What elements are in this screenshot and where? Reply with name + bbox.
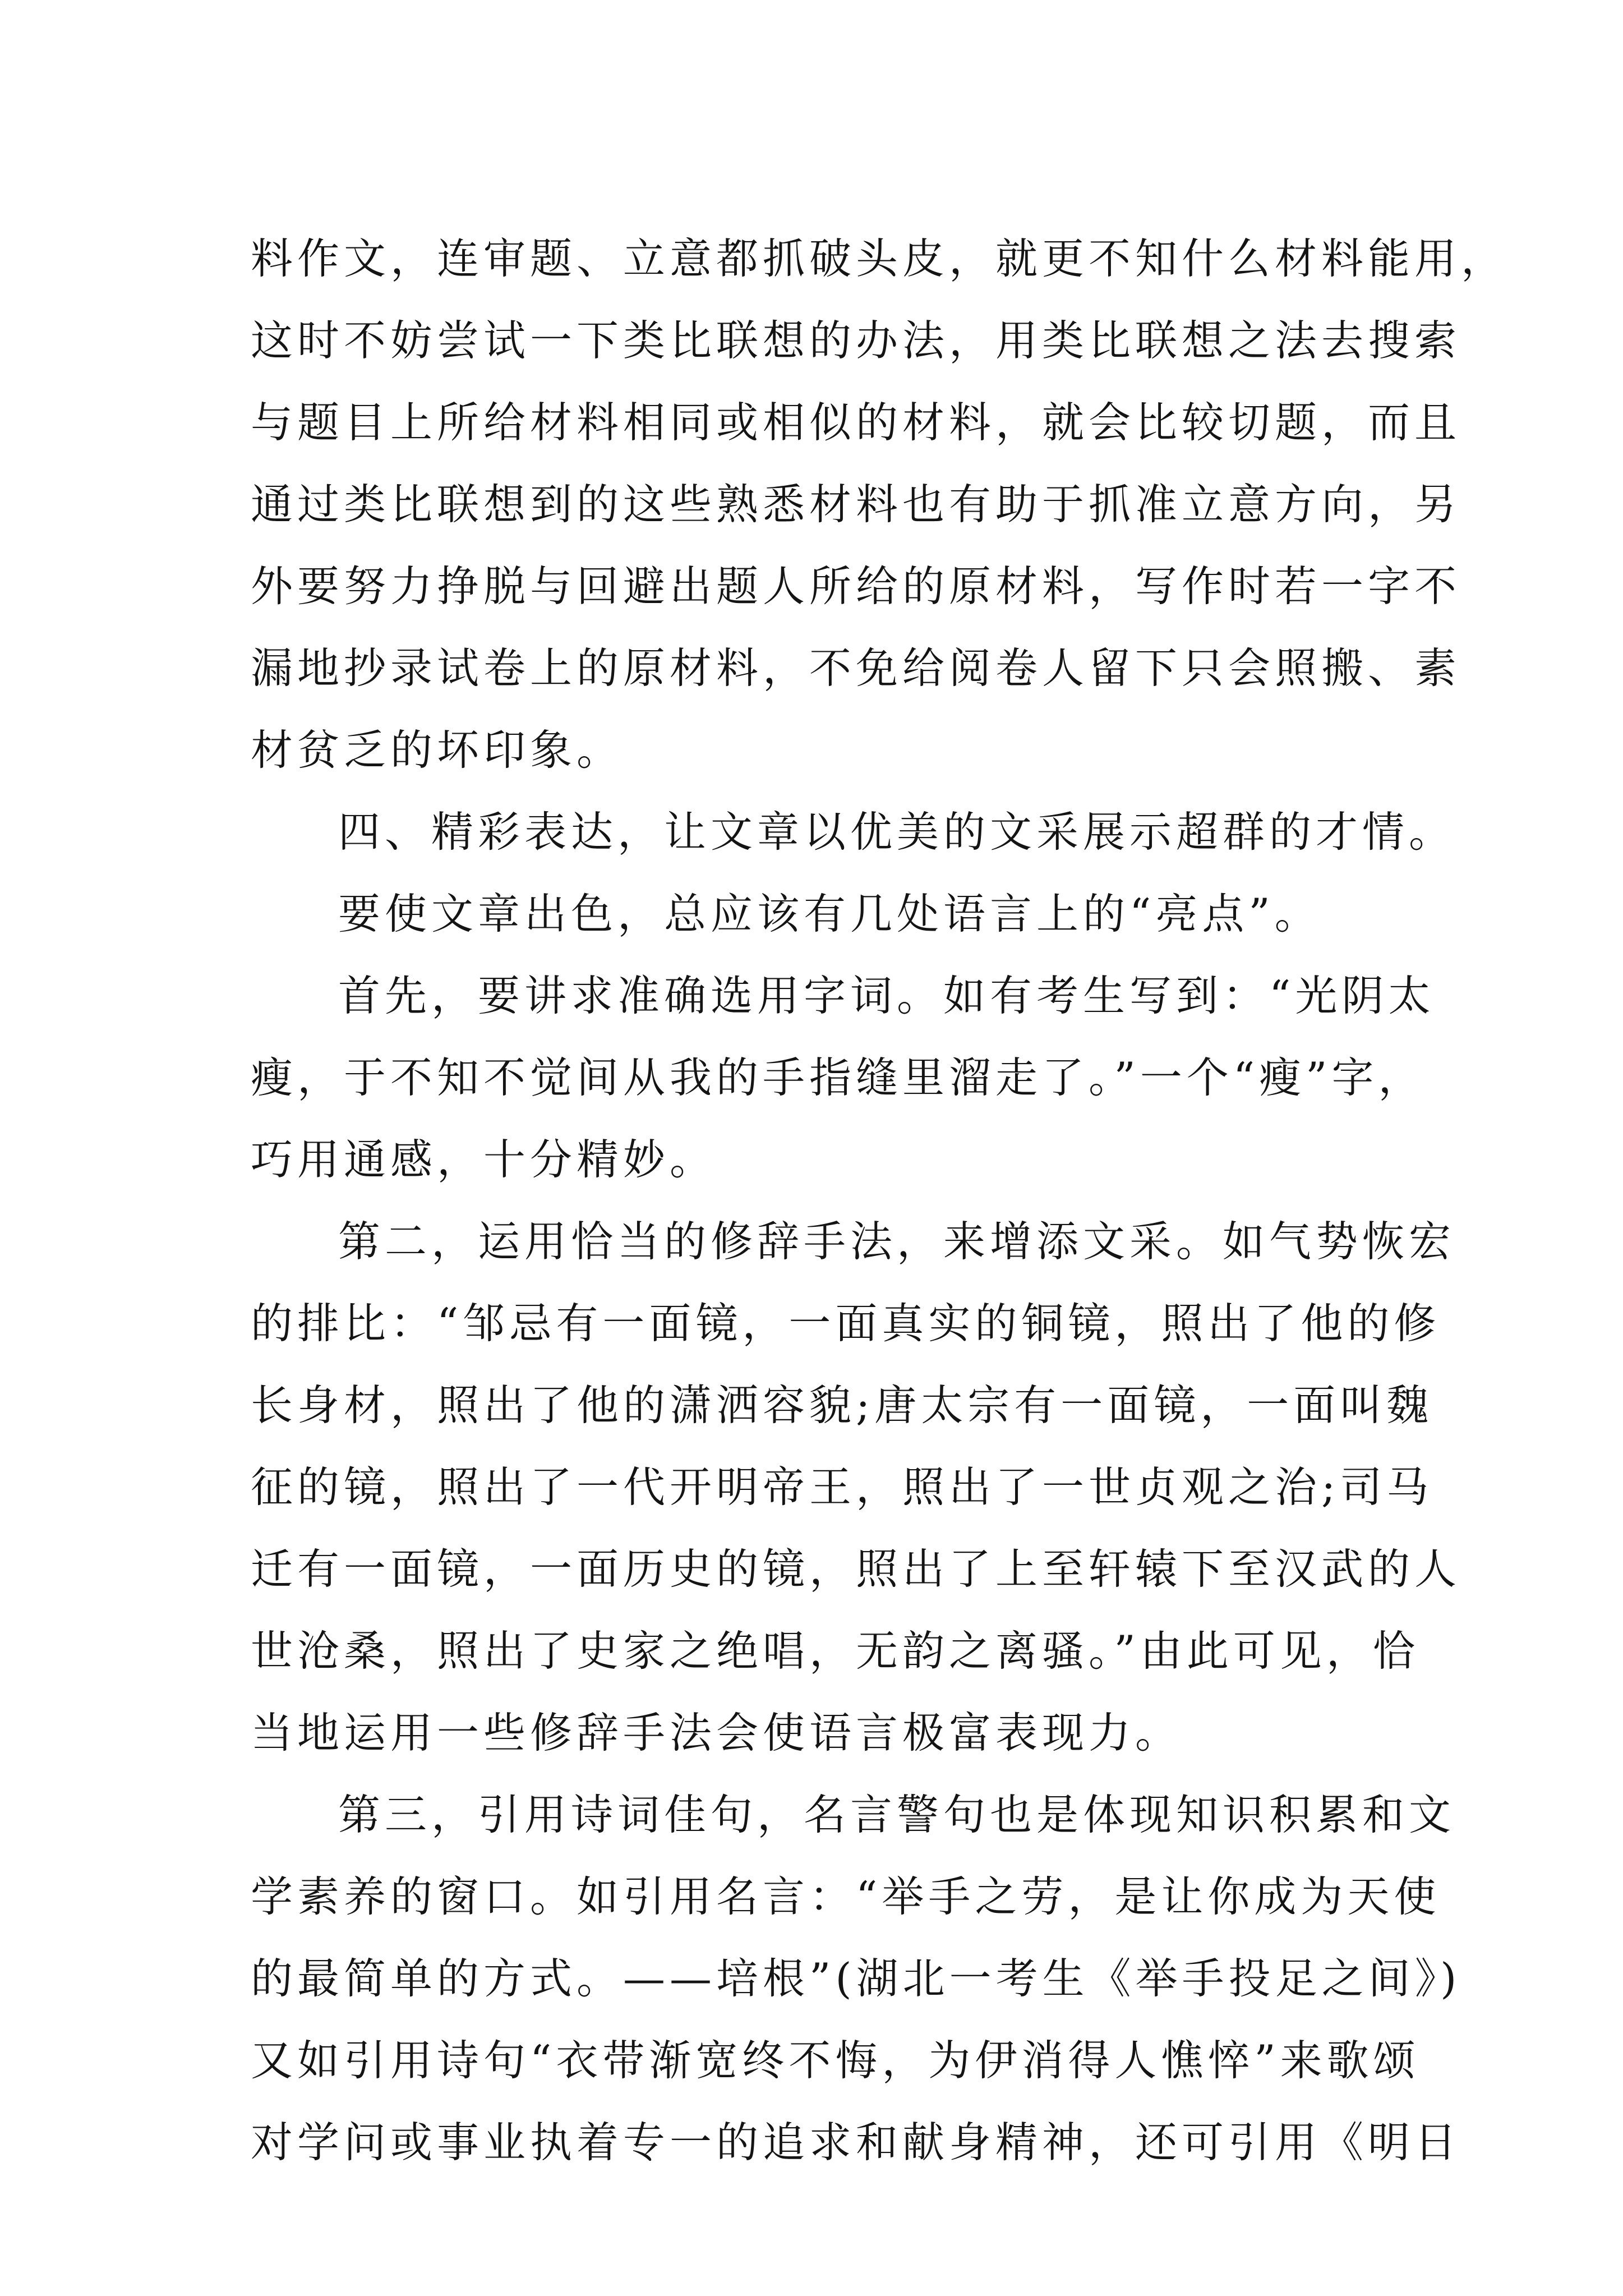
- text-line: 又如引用诗句“衣带渐宽终不悔，为伊消得人憔悴”来歌颂: [251, 2036, 1420, 2085]
- text-line: 的排比：“邹忌有一面镜，一面真实的铜镜，照出了他的修: [251, 1299, 1441, 1348]
- section-heading-line: 四、精彩表达，让文章以优美的文采展示超群的才情。: [338, 807, 1456, 857]
- text-line: 的最简单的方式。——培根”(湖北一考生《举手投足之间》): [251, 1954, 1461, 2003]
- text-line: 材贫乏的坏印象。: [251, 725, 624, 775]
- text-line: 对学问或事业执着专一的追求和献身精神，还可引用《明日: [251, 2118, 1461, 2167]
- text-line: 通过类比联想到的这些熟悉材料也有助于抓准立意方向，另: [251, 480, 1461, 529]
- text-line: 要使文章出色，总应该有几处语言上的“亮点”。: [338, 889, 1321, 938]
- text-line: 与题目上所给材料相同或相似的材料，就会比较切题，而且: [251, 398, 1461, 447]
- text-line: 世沧桑，照出了史家之绝唱，无韵之离骚。”由此可见，恰: [251, 1626, 1419, 1676]
- text-line: 第三，引用诗词佳句，名言警句也是体现知识积累和文: [338, 1790, 1456, 1839]
- text-line: 巧用通感，十分精妙。: [251, 1135, 717, 1184]
- body-text: [251, 218, 1508, 2183]
- text-line: 长身材，照出了他的潇洒容貌;唐太宗有一面镜，一面叫魏: [251, 1381, 1433, 1430]
- text-line: 外要努力挣脱与回避出题人所给的原材料，写作时若一字不: [251, 562, 1461, 611]
- text-line: 首先，要讲求准确选用字词。如有考生写到：“光阴太: [338, 971, 1435, 1020]
- text-line: 征的镜，照出了一代开明帝王，照出了一世贞观之治;司马: [251, 1462, 1433, 1512]
- text-line: 学素养的窗口。如引用名言：“举手之劳，是让你成为天使: [251, 1872, 1441, 1921]
- text-line: 漏地抄录试卷上的原材料，不免给阅卷人留下只会照搬、素: [251, 643, 1461, 693]
- text-line: 第二，运用恰当的修辞手法，来增添文采。如气势恢宏: [338, 1217, 1456, 1266]
- text-line: 瘦，于不知不觉间从我的手指缝里溜走了。”一个“瘦”字，: [251, 1053, 1425, 1102]
- text-line: 当地运用一些修辞手法会使语言极富表现力。: [251, 1708, 1182, 1757]
- text-line: 迁有一面镜，一面历史的镜，照出了上至轩辕下至汉武的人: [251, 1544, 1461, 1594]
- text-line: 这时不妨尝试一下类比联想的办法，用类比联想之法去搜索: [251, 316, 1461, 365]
- text-line: 料作文，连审题、立意都抓破头皮，就更不知什么材料能用，: [251, 234, 1508, 283]
